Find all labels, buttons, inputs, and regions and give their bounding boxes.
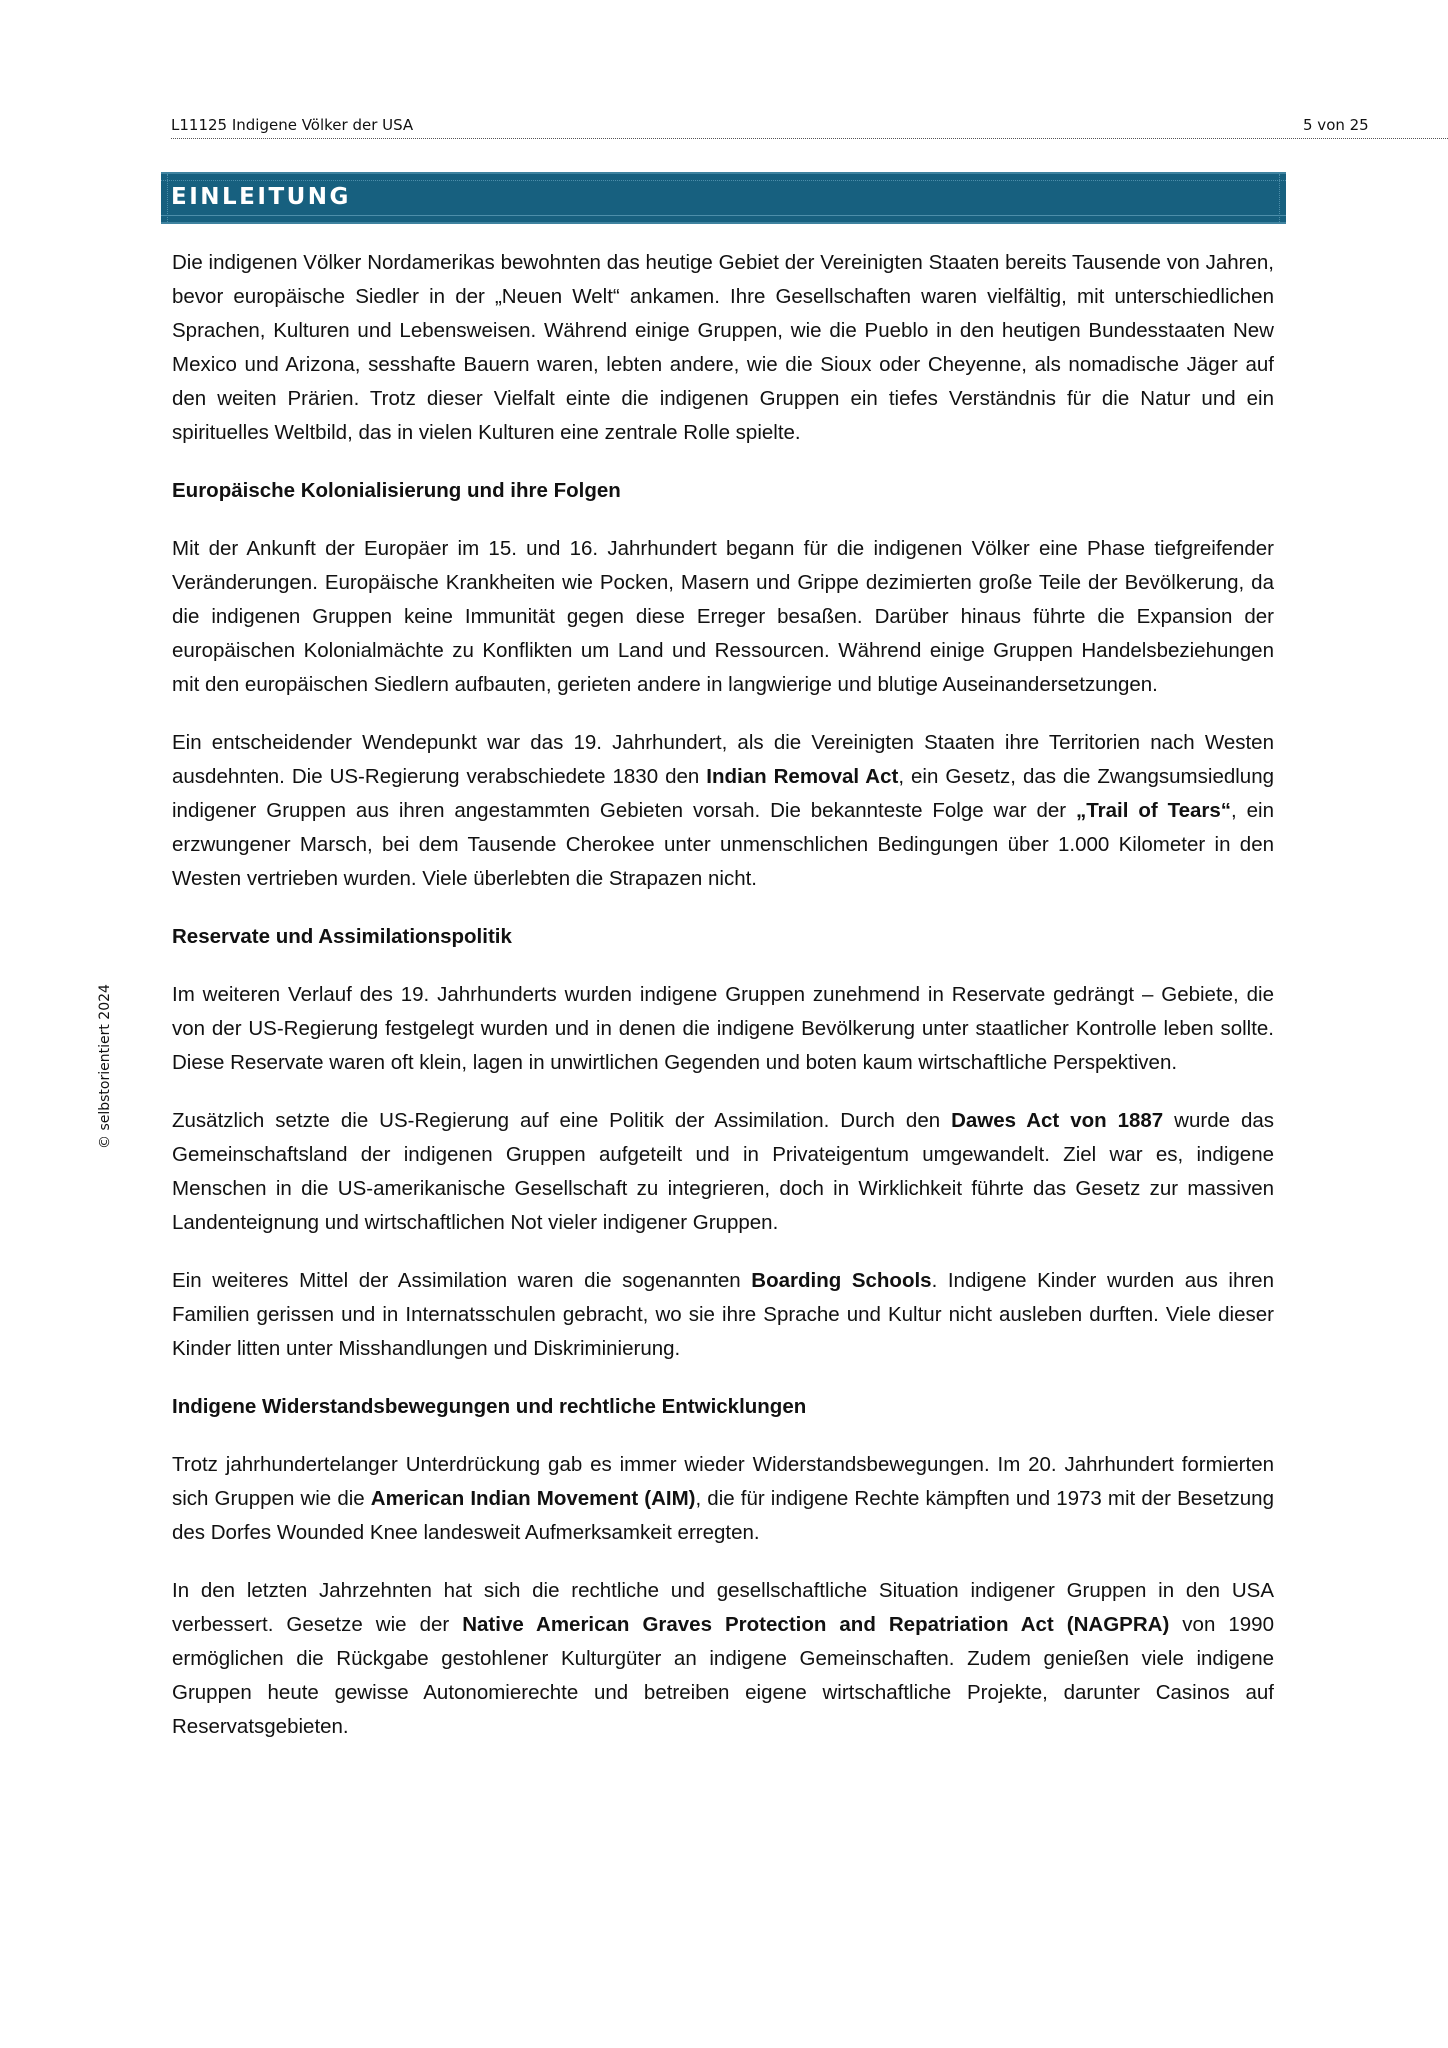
- subheading-resistance: Indigene Widerstandsbewegungen und rechtliche Entwicklungen: [172, 1395, 807, 1418]
- paragraph-colonization: Mit der Ankunft der Europäer im 15. und 16. Jahrhundert begann für die indigenen Völker eine Phase tiefgreifender Veränderungen. Europäische Krankheiten wie Pocken, Masern und Grippe dezimierten große Teile der Bevölkerung, da die indigenen Gruppen keine Immunität gegen diese Erreger besaßen. Darüber hinaus führte die Expansion der europäischen Kolonialmächte zu Konflikten um Land und Ressourcen. Während einige Gruppen Handelsbeziehungen mit den europäischen Siedlern aufbauten, gerieten andere in langwierige und blutige Auseinandersetzungen.: [172, 537, 1274, 696]
- paragraph-intro: Die indigenen Völker Nordamerikas bewohnten das heutige Gebiet der Vereinigten Staaten bereits Tausende von Jahren, bevor europäische Siedler in der „Neuen Welt“ ankamen. Ihre Gesellschaften waren vielfältig, mit unterschiedlichen Sprachen, Kulturen und Lebensweisen. Während einige Gruppen, wie die Pueblo in den heutigen Bundesstaaten New Mexico und Arizona, sesshafte Bauern waren, lebten andere, wie die Sioux oder Cheyenne, als nomadische Jäger auf den weiten Prärien. Trotz dieser Vielfalt einte die indigenen Gruppen ein tiefes Verständnis für die Natur und ein spirituelles Weltbild, das in vielen Kulturen eine zentrale Rolle spielte.: [172, 251, 1274, 444]
- paragraph-nagpra: [172, 1574, 1274, 1744]
- section-heading-band: [161, 172, 1286, 224]
- text-run: Zusätzlich setzte die US-Regierung auf eine Politik der Assimilation. Durch den: [172, 1109, 952, 1132]
- subheading-reservations: Reservate und Assimilationspolitik: [172, 925, 512, 948]
- band-edge-right: [1279, 174, 1280, 222]
- text-run: In den letzten Jahrzehnten hat sich die rechtliche und gesellschaftliche Situation indigener Gruppen in den USA verbessert. Gesetze wie der: [172, 1579, 1274, 1636]
- paragraph-reservations: Im weiteren Verlauf des 19. Jahrhunderts wurden indigene Gruppen zunehmend in Reservate gedrängt – Gebiete, die von der US-Regierung festgelegt wurden und in denen die indigene Bevölkerung unter staatlicher Kontrolle leben sollte. Diese Reservate waren oft klein, lagen in unwirtlichen Gegenden und boten kaum wirtschaftliche Perspektiven.: [172, 983, 1274, 1074]
- text-run: Ein weiteres Mittel der Assimilation waren die sogenannten: [172, 1269, 752, 1292]
- section-title: EINLEITUNG: [171, 184, 351, 210]
- text-run: . Indigene Kinder wurden aus ihren Familien gerissen und in Internatsschulen gebracht, wo sie ihre Sprache und Kultur nicht ausleben durften. Viele dieser Kinder litten unter Misshandlungen und Diskriminierung.: [172, 1269, 1274, 1360]
- article-body: [172, 246, 1274, 1768]
- term-boarding-schools: Boarding Schools: [751, 1269, 932, 1292]
- text-run: , die für indigene Rechte kämpften und 1973 mit der Besetzung des Dorfes Wounded Knee landesweit Aufmerksamkeit erregten.: [172, 1487, 1274, 1544]
- document-title: L11125 Indigene Völker der USA: [171, 116, 414, 134]
- text-run: , ein Gesetz, das die Zwangsumsiedlung indigener Gruppen aus ihren angestammten Gebieten vorsah. Die bekannteste Folge war der: [172, 765, 1274, 822]
- text-run: wurde das Gemeinschaftsland der indigenen Gruppen aufgeteilt und in Privateigentum umgewandelt. Ziel war es, indigene Menschen in die US-amerikanische Gesellschaft zu integrieren, doch in Wirklichkeit führte das Gesetz zur massiven Landenteignung und wirtschaftlichen Not vieler indigener Gruppen.: [172, 1109, 1275, 1234]
- text-run: Ein entscheidender Wendepunkt war das 19. Jahrhundert, als die Vereinigten Staaten ihre Territorien nach Westen ausdehnten. Die US-Regierung verabschiedete 1830 den: [172, 731, 1274, 788]
- term-trail-of-tears: „Trail of Tears“: [1076, 799, 1232, 822]
- text-run: , ein erzwungener Marsch, bei dem Tausende Cherokee unter unmenschlichen Bedingungen über 1.000 Kilometer in den Westen vertrieben wurden. Viele überlebten die Strapazen nicht.: [172, 799, 1274, 890]
- paragraph-removal-act: [172, 726, 1274, 896]
- text-run: Trotz jahrhundertelanger Unterdrückung gab es immer wieder Widerstandsbewegungen. Im 20. Jahrhundert formierten sich Gruppen wie die: [172, 1453, 1274, 1510]
- term-nagpra: Native American Graves Protection and Repatriation Act (NAGPRA): [462, 1613, 1170, 1636]
- running-header: [171, 114, 1448, 138]
- copyright-notice: © selbstorientiert 2024: [97, 984, 113, 1149]
- header-divider: [171, 138, 1448, 139]
- paragraph-dawes-act: [172, 1104, 1274, 1240]
- term-dawes-act: Dawes Act von 1887: [951, 1109, 1164, 1132]
- paragraph-boarding-schools: [172, 1264, 1274, 1366]
- text-run: von 1990 ermöglichen die Rückgabe gestohlener Kulturgüter an indigene Gemeinschaften. Zudem genießen viele indigene Gruppen heute gewisse Autonomierechte und betreiben eigene wirtschaftliche Projekte, darunter Casinos auf Reservatsgebieten.: [172, 1613, 1274, 1738]
- paragraph-aim: [172, 1448, 1274, 1550]
- band-edge-left: [167, 174, 168, 222]
- term-aim: American Indian Movement (AIM): [370, 1487, 696, 1510]
- page-indicator: 5 von 25: [1303, 116, 1369, 134]
- subheading-colonization: Europäische Kolonialisierung und ihre Folgen: [172, 479, 621, 502]
- term-indian-removal-act: Indian Removal Act: [706, 765, 899, 788]
